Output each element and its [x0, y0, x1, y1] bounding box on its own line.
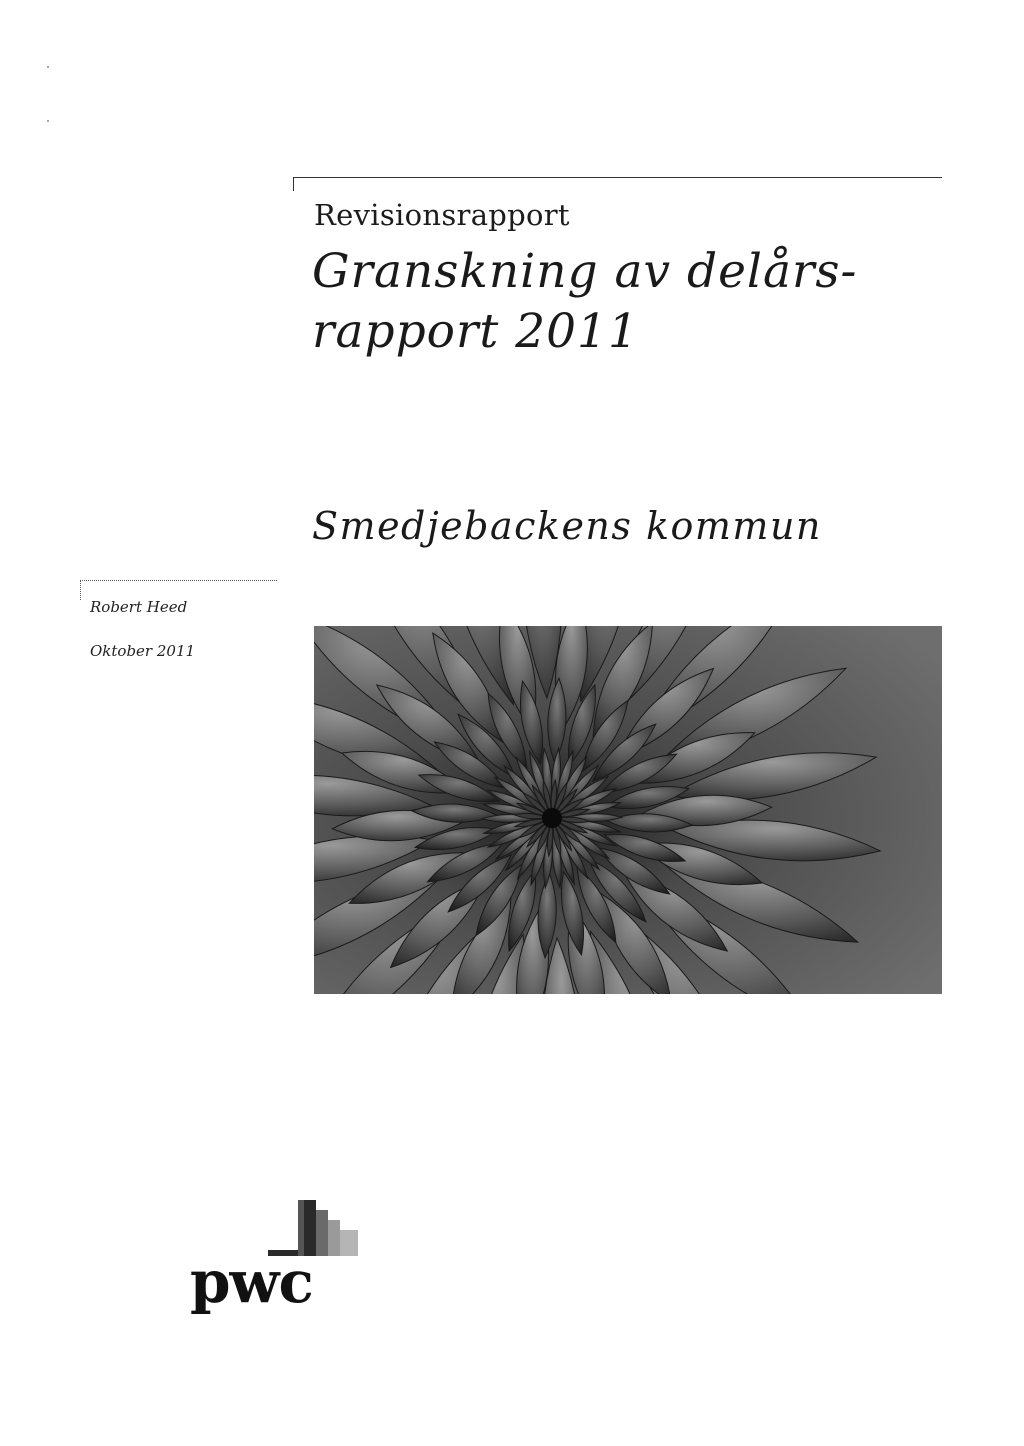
- author-rule: [80, 580, 277, 581]
- scan-speck: [47, 120, 49, 122]
- header-rule-tick: [293, 177, 294, 191]
- author-rule-tick: [80, 580, 81, 600]
- document-title: Granskning av delårs-rapport 2011: [312, 244, 858, 359]
- scan-speck: [47, 66, 49, 68]
- report-date: Oktober 2011: [90, 642, 196, 660]
- header-rule: [293, 177, 942, 178]
- flower-photo: [314, 626, 942, 994]
- document-type: Revisionsrapport: [314, 198, 570, 232]
- organization-name: Smedjebackens kommun: [312, 504, 822, 548]
- author-name: Robert Heed: [90, 598, 188, 616]
- pwc-logo: [190, 1190, 370, 1330]
- pwc-wordmark: pwc: [190, 1248, 313, 1316]
